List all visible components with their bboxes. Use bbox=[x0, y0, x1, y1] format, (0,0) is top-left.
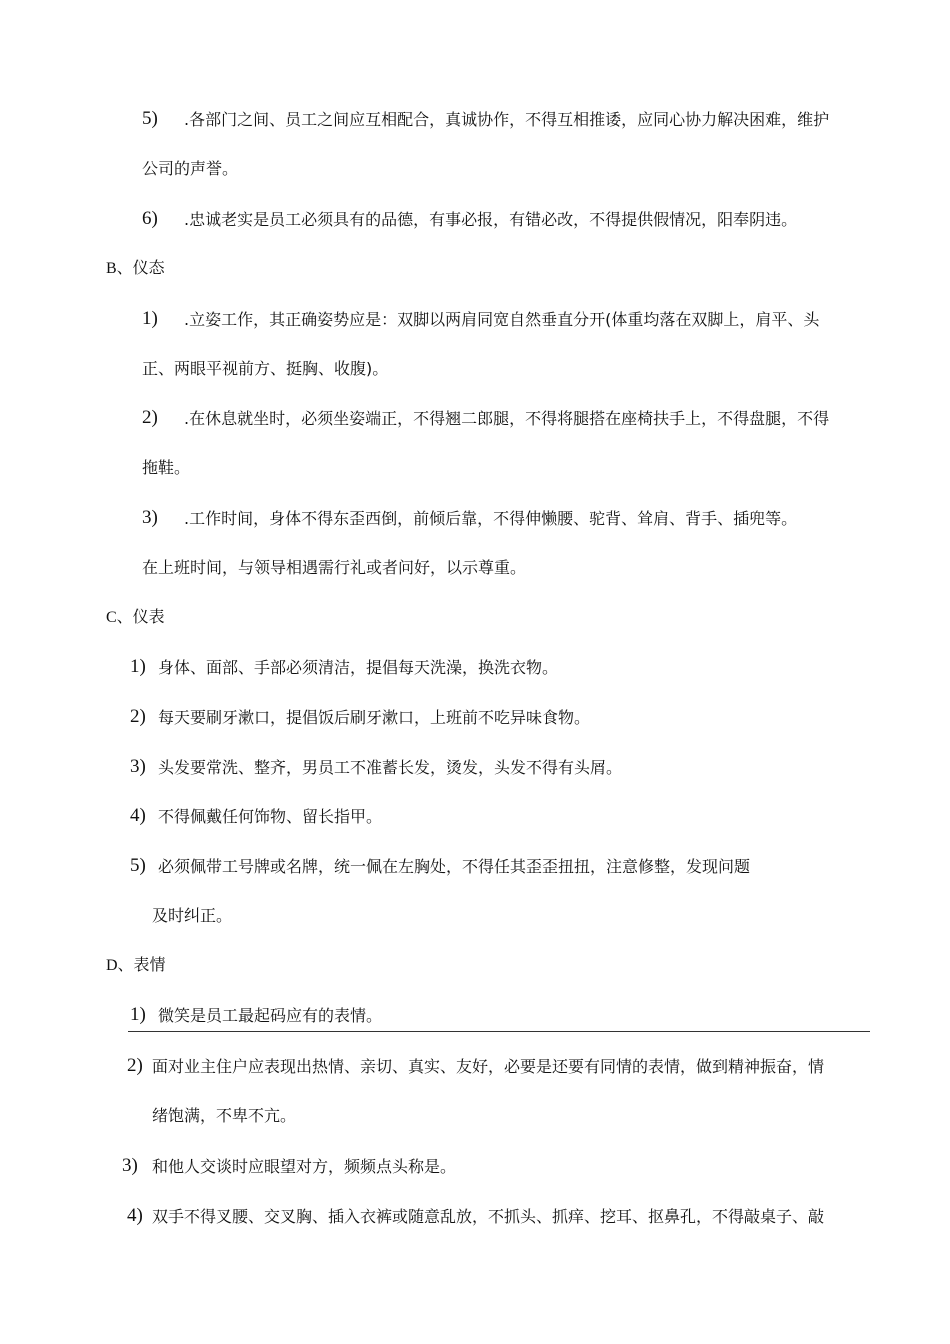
paragraph-line: .在休息就坐时，必须坐姿端正，不得翘二郎腿，不得将腿搭在座椅扶手上，不得盘腿，不得 bbox=[184, 409, 830, 428]
paragraph-line: .各部门之间、员工之间应互相配合，真诚协作，不得互相推诿，应同心协力解决困难，维护 bbox=[184, 110, 830, 129]
item-number: 1) bbox=[130, 1004, 146, 1025]
section-heading: B、仪态 bbox=[106, 260, 165, 277]
paragraph-line: .工作时间，身体不得东歪西倒，前倾后靠，不得伸懒腰、驼背、耸肩、背手、插兜等。 bbox=[184, 509, 798, 528]
item-number: 3) bbox=[122, 1155, 138, 1176]
item-number: 2) bbox=[130, 706, 146, 727]
paragraph-line: 正、两眼平视前方、挺胸、收腹)。 bbox=[142, 359, 389, 378]
horizontal-rule bbox=[128, 1031, 870, 1032]
list-item: 面对业主住户应表现出热情、亲切、真实、友好，必要是还要有同情的表情，做到精神振奋，情 bbox=[152, 1057, 825, 1076]
item-number: 3) bbox=[142, 507, 158, 528]
item-number: 5) bbox=[142, 108, 158, 129]
list-item: 双手不得叉腰、交叉胸、插入衣裤或随意乱放，不抓头、抓痒、挖耳、抠鼻孔，不得敲桌子、敲 bbox=[152, 1207, 825, 1226]
item-number: 2) bbox=[142, 407, 158, 428]
paragraph-line: 公司的声誉。 bbox=[142, 159, 239, 178]
list-item: 和他人交谈时应眼望对方，频频点头称是。 bbox=[152, 1157, 457, 1176]
list-item: 每天要刷牙漱口，提倡饭后刷牙漱口，上班前不吃异味食物。 bbox=[158, 708, 591, 727]
list-item: 头发要常洗、整齐，男员工不准蓄长发，烫发，头发不得有头屑。 bbox=[158, 758, 623, 777]
item-number: 1) bbox=[142, 308, 158, 329]
list-item: 不得佩戴任何饰物、留长指甲。 bbox=[158, 807, 383, 826]
section-heading: C、仪表 bbox=[106, 609, 165, 626]
item-number: 4) bbox=[130, 805, 146, 826]
item-number: 4) bbox=[127, 1205, 143, 1226]
item-number: 2) bbox=[127, 1055, 143, 1076]
paragraph-line: .立姿工作，其正确姿势应是：双脚以两肩同宽自然垂直分开(体重均落在双脚上，肩平、头 bbox=[184, 310, 820, 329]
paragraph-line: 在上班时间，与领导相遇需行礼或者问好，以示尊重。 bbox=[142, 558, 527, 577]
item-number: 5) bbox=[130, 855, 146, 876]
list-item-continuation: 绪饱满，不卑不亢。 bbox=[152, 1106, 297, 1125]
paragraph-line: .忠诚老实是员工必须具有的品德，有事必报，有错必改，不得提供假情况，阳奉阴违。 bbox=[184, 210, 798, 229]
list-item: 微笑是员工最起码应有的表情。 bbox=[158, 1006, 383, 1025]
list-item: 必须佩带工号牌或名牌，统一佩在左胸处，不得任其歪歪扭扭，注意修整，发现问题 bbox=[158, 857, 751, 876]
item-number: 3) bbox=[130, 756, 146, 777]
section-heading: D、表情 bbox=[106, 957, 166, 974]
list-item: 身体、面部、手部必须清洁，提倡每天洗澡，换洗衣物。 bbox=[158, 658, 559, 677]
item-number: 6) bbox=[142, 208, 158, 229]
list-item-continuation: 及时纠正。 bbox=[152, 906, 233, 925]
paragraph-line: 拖鞋。 bbox=[142, 458, 191, 477]
item-number: 1) bbox=[130, 656, 146, 677]
